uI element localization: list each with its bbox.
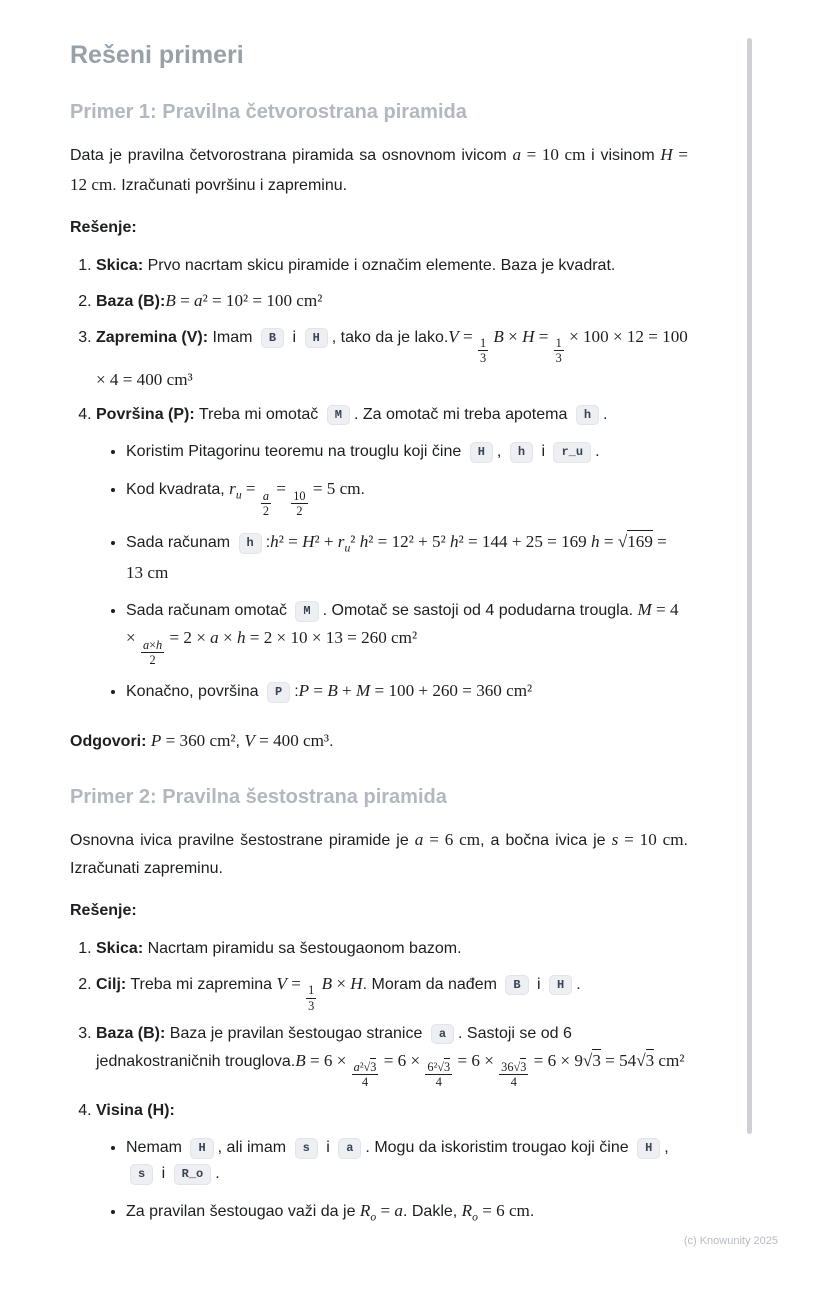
text-run: Osnovna ivica pravilne šestostrane piramide je (70, 832, 415, 850)
text-run: Za pravilan šestougao važi da je (126, 1203, 360, 1221)
text-run: Imam (208, 328, 257, 346)
math-expression: V = $\frac{1}{3}$ B × H = $\frac{1}{3}$ × 100 × 12 = 100 × 4 = 400 cm³ (96, 326, 688, 389)
text-run: , (664, 1139, 669, 1157)
section-2-steps (70, 936, 688, 1228)
step-item (96, 287, 688, 315)
text-run: : (294, 683, 299, 701)
substep-text (126, 1197, 688, 1227)
math-expression: $r_u$ = $\frac{a}{2}$ = $\frac{10}{2}$ = 5 cm (229, 479, 361, 519)
inline-code-badge: B (505, 975, 528, 995)
substep-item (126, 1135, 688, 1187)
text-run: . (215, 1165, 220, 1183)
step-item (96, 1021, 688, 1090)
step-item (96, 1098, 688, 1228)
page-title: Rešeni primeri (70, 41, 244, 69)
math-expression: $h^2 = H^2 + r_u^2$ h² = 12² + 5² h² = 144 + 25 = 169 h = √169 = 13 cm (126, 532, 667, 582)
bold-text: Cilj: (96, 975, 127, 993)
substep-text (126, 677, 688, 705)
text-run: i (321, 1139, 335, 1157)
math-expression: a = 10 cm (512, 145, 586, 164)
text-run: , ali imam (217, 1139, 291, 1157)
substep-item (126, 596, 688, 667)
text-run: Kod kvadrata, (126, 481, 230, 499)
step-text (96, 936, 688, 962)
step-item (96, 970, 688, 1013)
text-run: . Mogu da iskoristim trougao koji čine (365, 1139, 634, 1157)
text-run: . Dakle, (402, 1203, 462, 1221)
step-text (96, 1021, 688, 1090)
text-run: Nemam (126, 1139, 187, 1157)
substep-list (96, 439, 688, 705)
text-run: Treba mi zapremina (126, 975, 277, 993)
inline-code-badge: H (470, 442, 493, 462)
text-run: . Omotač se sastoji od 4 podudarna trougla. (322, 602, 638, 620)
math-expression: $R_o = 6$ cm (461, 1201, 530, 1224)
section-1-heading: Primer 1: Pravilna četvorostrana piramida (70, 101, 467, 123)
inline-code-badge: a (431, 1024, 454, 1044)
substep-text (126, 528, 688, 586)
text-run: . Izračunati zapreminu. (70, 832, 688, 877)
step-item (96, 402, 688, 706)
inline-code-badge: H (190, 1138, 213, 1158)
step-item (96, 253, 688, 279)
math-expression: P = 360 cm² (150, 731, 236, 751)
inline-code-badge: h (239, 533, 262, 553)
substep-list (96, 1135, 688, 1227)
text-run: . (360, 481, 365, 499)
inline-code-badge: M (295, 601, 318, 621)
math-expression: $R_o = a$ (359, 1201, 403, 1224)
math-expression: s = 10 cm (611, 830, 684, 850)
text-run: Konačno, površina (126, 683, 263, 701)
text-run: , tako da je lako. (331, 328, 449, 346)
text-run: Nacrtam piramidu sa šestougaonom bazom. (143, 939, 462, 957)
step-text (96, 253, 688, 279)
section-1-answers (70, 727, 688, 755)
text-run: . (576, 975, 581, 993)
scrollbar-thumb[interactable] (747, 38, 752, 1134)
section-2-intro (70, 825, 688, 882)
inline-code-badge: R_o (174, 1164, 212, 1184)
bold-text: Odgovori: (70, 733, 147, 751)
math-expression: H = 12 cm (70, 145, 688, 194)
math-expression: V = $\frac{1}{3}$ B × H (276, 973, 363, 1013)
substep-item (126, 528, 688, 586)
text-run: i (157, 1165, 170, 1183)
inline-code-badge: h (576, 405, 599, 425)
text-run: . (329, 733, 334, 751)
bold-text: Skica: (96, 939, 144, 957)
step-item (96, 936, 688, 962)
inline-code-badge: P (267, 682, 290, 702)
bold-text: Zapremina (V): (96, 328, 209, 346)
step-text (96, 970, 688, 1013)
inline-code-badge: h (510, 442, 533, 462)
text-run: , (496, 443, 506, 461)
text-run: . Moram da nađem (362, 975, 502, 993)
inline-code-badge: H (549, 975, 572, 995)
section-2-heading: Primer 2: Pravilna šestostrana piramida (70, 786, 447, 809)
text-run: . Sastoji se od 6 jednakostraničnih trouglova. (96, 1024, 572, 1070)
substep-item (126, 677, 688, 705)
section-2-resenje-label: Rešenje: (70, 902, 137, 920)
text-run: : (265, 534, 271, 552)
substep-text (126, 596, 688, 667)
text-run: Sada računam (126, 534, 235, 552)
inline-code-badge: H (305, 328, 328, 348)
text-run: . (529, 1203, 535, 1221)
text-run: Baza je pravilan šestougao stranice (165, 1024, 427, 1042)
inline-code-badge: r_u (553, 442, 591, 462)
math-expression: V = 400 cm³ (244, 731, 330, 751)
text-run: Sada računam omotač (126, 602, 292, 620)
math-expression: P = B + M = 100 + 260 = 360 cm² (298, 681, 533, 701)
math-expression: B = 6 × $\frac{\text{a²√3}}{4}$ = 6 × $\frac{\text{6²√3}}{4}$ = 6 × $\frac{36√3}{4}$ = 6 × 9√3 = 54√3 cm² (295, 1050, 685, 1090)
section-primer-1 (70, 100, 688, 755)
text-run: , (235, 733, 245, 751)
substep-item (126, 1197, 688, 1227)
step-text (96, 402, 688, 428)
math-expression: a = 6 cm (414, 830, 481, 850)
section-primer-2 (70, 785, 688, 1228)
text-run: Data je pravilna četvorostrana piramida sa osnovnom ivicom (70, 147, 513, 164)
step-text (96, 323, 688, 394)
section-1-resenje-label: Rešenje: (70, 219, 137, 237)
copyright-footer: (c) Knowunity 2025 (683, 1234, 778, 1247)
bold-text: Površina (P): (96, 405, 195, 423)
text-run: Treba mi omotač (194, 405, 323, 423)
text-run: , a bočna ivica je (480, 832, 612, 850)
math-expression: M = 4 × $\frac{a\times h}{2}$ = 2 × a × h = 2 × 10 × 13 = 260 cm² (126, 600, 679, 668)
text-run: i (532, 975, 546, 993)
text-run: . (595, 443, 600, 461)
inline-code-badge: M (327, 405, 350, 425)
step-item (96, 323, 688, 394)
bold-text: Baza (B): (96, 1024, 166, 1042)
substep-item (126, 439, 688, 465)
text-run: . Izračunati površinu i zapreminu. (112, 176, 348, 194)
text-run: . Za omotač mi treba apotema (353, 405, 572, 423)
inline-code-badge: s (130, 1164, 153, 1184)
inline-code-badge: B (261, 328, 284, 348)
text-run: . (603, 405, 608, 423)
bold-text: Visina (H): (96, 1101, 175, 1119)
text-run: Koristim Pitagorinu teoremu na trouglu koji čine (126, 443, 466, 461)
text-run: i (288, 328, 301, 346)
substep-item (126, 475, 688, 518)
inline-code-badge: s (295, 1138, 318, 1158)
step-text (96, 1098, 688, 1124)
text-run: Prvo nacrtam skicu piramide i označim elemente. Baza je kvadrat. (143, 256, 616, 274)
substep-text (126, 439, 688, 465)
inline-code-badge: a (338, 1138, 361, 1158)
substep-text (126, 475, 688, 518)
bold-text: Baza (B): (96, 292, 166, 310)
inline-code-badge: H (637, 1138, 660, 1158)
step-text (96, 287, 688, 315)
section-1-steps (70, 253, 688, 705)
bold-text: Skica: (96, 256, 144, 274)
substep-text (126, 1135, 688, 1187)
text-run: i (537, 443, 550, 461)
section-1-intro (70, 140, 688, 199)
math-expression: B = a² = 10² = 100 cm² (165, 290, 323, 310)
text-run: i visinom (585, 147, 661, 164)
